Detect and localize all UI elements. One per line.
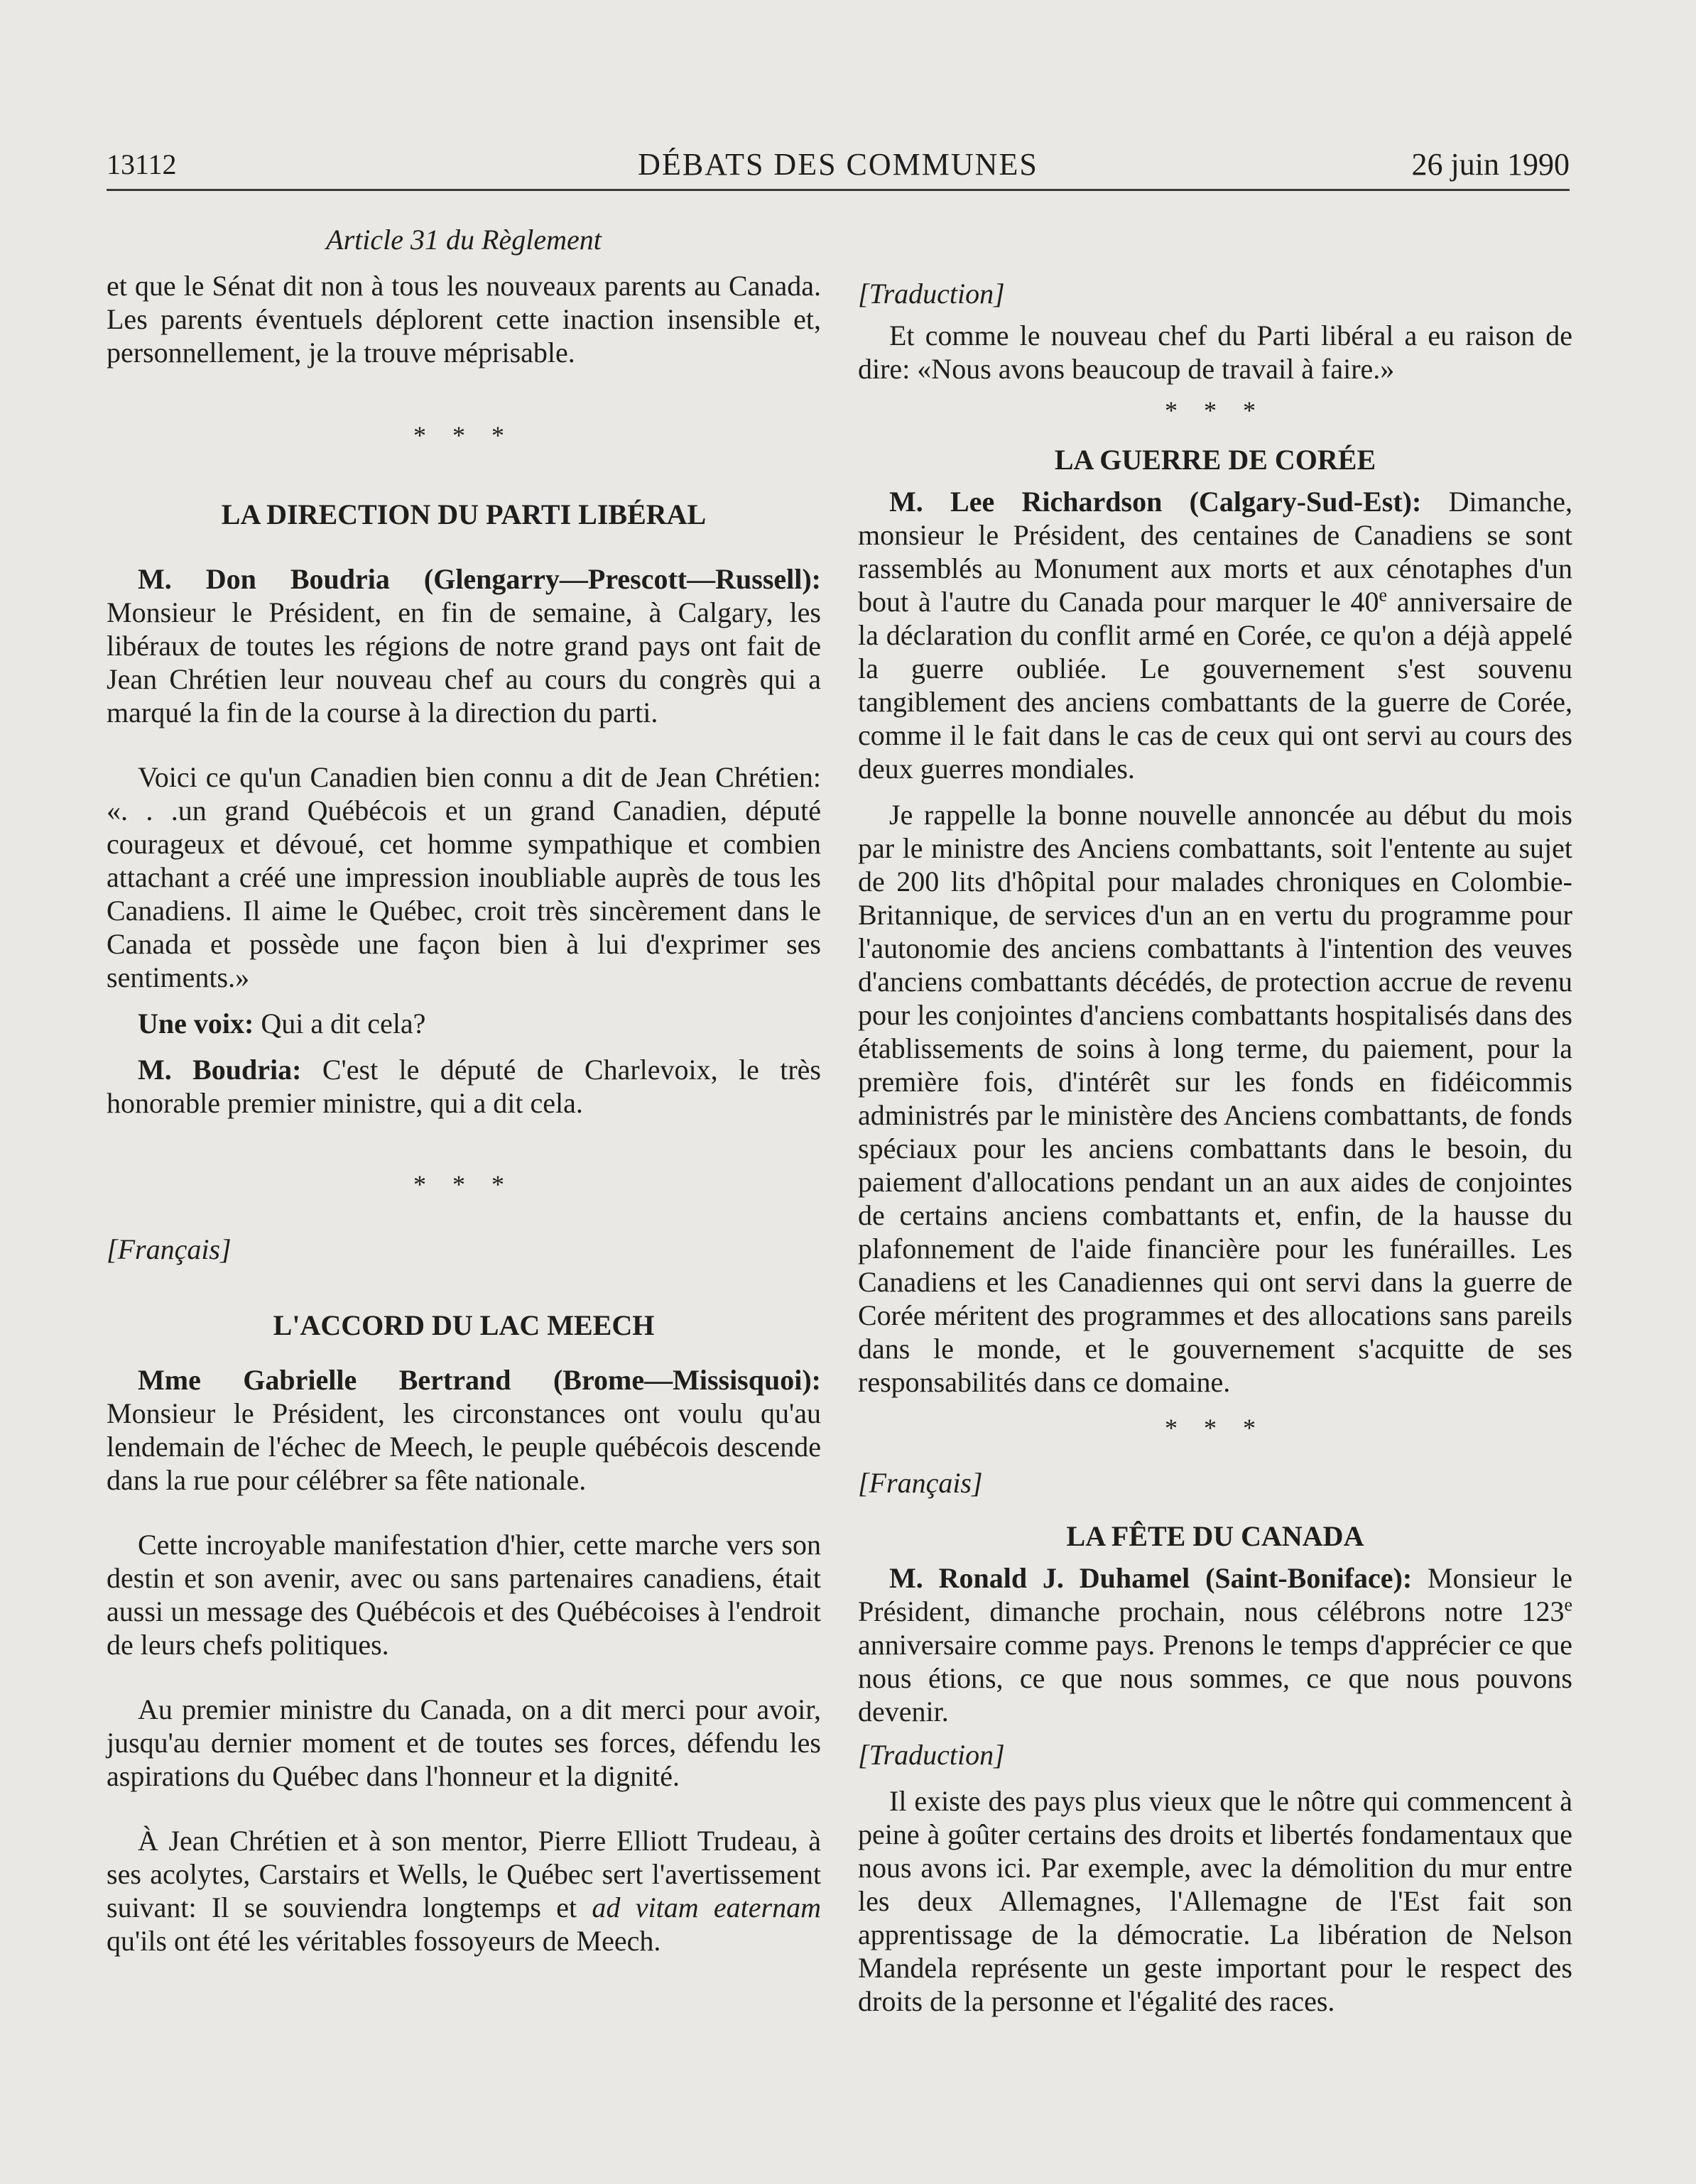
- paragraph: Au premier ministre du Canada, on a dit merci pour avoir, jusqu'au dernier moment et de toutes ses forces, défendu les aspirations du Québec dans l'honneur et la dignité.: [107, 1693, 821, 1792]
- speaker-name: M. Lee Richardson (Calgary-Sud-Est):: [889, 486, 1422, 518]
- paragraph: Et comme le nouveau chef du Parti libéral a eu raison de dire: «Nous avons beaucoup de travail à faire.»: [858, 320, 1572, 385]
- section-separator: * * *: [413, 1170, 514, 1199]
- speaker-name: Mme Gabrielle Bertrand (Brome—Missisquoi):: [138, 1364, 821, 1396]
- paragraph: Voici ce qu'un Canadien bien connu a dit de Jean Chrétien: «. . .un grand Québécois et un grand Canadien, député courageux et dévoué, cet homme sympathique et combien attachant a créé une impression inoubliable auprès de tous les Canadiens. Il aime le Québec, croit très sincèrement dans le Canada et possède une façon bien à lui d'exprimer ses sentiments.»: [107, 761, 821, 993]
- paragraph: et que le Sénat dit non à tous les nouveaux parents au Canada. Les parents éventuels déplorent cette inaction insensible et, personnellement, je la trouve méprisable.: [107, 270, 821, 368]
- section-heading: L'ACCORD DU LAC MEECH: [273, 1309, 655, 1341]
- paragraph: M. Ronald J. Duhamel (Saint-Boniface): Monsieur le Président, dimanche prochain, nous célébrons notre 123e anniversaire comme pays. Prenons le temps d'apprécier ce que nous étions, ce que nous sommes, ce que nous pouvons devenir.: [858, 1562, 1573, 1727]
- language-marker: [Français]: [858, 1467, 983, 1499]
- paragraph: Une voix: Qui a dit cela?: [138, 1008, 426, 1039]
- rubric: Article 31 du Règlement: [326, 224, 602, 256]
- paragraph: M. Boudria: C'est le député de Charlevoix, le très honorable premier ministre, qui a dit cela.: [107, 1054, 821, 1119]
- page-number: 13112: [107, 148, 177, 180]
- section-separator: * * *: [1165, 1414, 1266, 1442]
- left-column: [107, 213, 821, 1958]
- section-separator: * * *: [413, 421, 514, 449]
- paragraph: Mme Gabrielle Bertrand (Brome—Missisquoi): Monsieur le Président, les circonstances ont voulu qu'au lendemain de l'échec de Meech, le peuple québécois descende dans la rue pour célébrer sa fête nationale.: [107, 1364, 821, 1496]
- paragraph: M. Lee Richardson (Calgary-Sud-Est): Dimanche, monsieur le Président, des centaines de Canadiens se sont rassemblés au Monument aux morts et aux cénotaphes d'un bout à l'autre du Canada pour marquer le 40e anniversaire de la déclaration du conflit armé en Corée, ce qu'on a déjà appelé la guerre oubliée. Le gouvernement s'est souvenu tangiblement des anciens combattants de la guerre de Corée, comme il le fait dans le cas de ceux qui ont servi au cours des deux guerres mondiales.: [858, 486, 1573, 785]
- publication-date: 26 juin 1990: [1411, 147, 1570, 182]
- publication-title: DÉBATS DES COMMUNES: [638, 147, 1038, 182]
- section-heading: LA GUERRE DE CORÉE: [1054, 444, 1376, 476]
- paragraph: Il existe des pays plus vieux que le nôtre qui commencent à peine à goûter certains des droits et libertés fondamentaux que nous avons ici. Par exemple, avec la démolition du mur entre les deux Allemagnes, l'Allemagne de l'Est fait son apprentissage de la démocratie. La libération de Nelson Mandela représente un geste important pour le respect des droits de la personne et l'égalité des races.: [858, 1785, 1572, 2017]
- language-marker: [Français]: [107, 1233, 232, 1265]
- page-header: [107, 142, 1570, 191]
- paragraph: M. Don Boudria (Glengarry—Prescott—Russell): Monsieur le Président, en fin de semaine, à Calgary, les libéraux de toutes les régions de notre grand pays ont fait de Jean Chrétien leur nouveau chef au cours du congrès qui a marqué la fin de la course à la direction du parti.: [107, 563, 821, 728]
- speaker-name: Une voix:: [138, 1008, 254, 1039]
- speaker-name: M. Boudria:: [138, 1054, 302, 1086]
- paragraph: Je rappelle la bonne nouvelle annoncée au début du mois par le ministre des Anciens combattants, soit l'entente au sujet de 200 lits d'hôpital pour malades chroniques en Colombie-Britannique, de services d'un an en vertu du programme pour l'autonomie des anciens combattants à l'intention des veuves d'anciens combattants décédés, de protection accrue de revenu pour les conjointes d'anciens combattants hospitalisés dans des établissements de soins à long terme, du paiement, pour la première fois, d'intérêt sur les fonds en fidéicommis administrés par le ministère des Anciens combattants, de fonds spéciaux pour les anciens combattants dans le besoin, du paiement d'allocations pendant un an aux aides de conjointes de certains anciens combattants et, enfin, de la hausse du plafonnement de l'aide financière pour les funérailles. Les Canadiens et les Canadiennes qui ont servi dans la guerre de Corée méritent des programmes et des allocations sans pareils dans le monde, et le gouvernement s'acquitte de ses responsabilités dans ce domaine.: [858, 799, 1572, 1398]
- section-heading: LA DIRECTION DU PARTI LIBÉRAL: [221, 498, 707, 530]
- section-separator: * * *: [1165, 396, 1266, 425]
- paragraph: Cette incroyable manifestation d'hier, cette marche vers son destin et son avenir, avec ou sans partenaires canadiens, était aussi un message des Québécois et des Québécoises à l'endroit de leurs chefs politiques.: [107, 1529, 821, 1661]
- language-marker: [Traduction]: [858, 278, 1005, 310]
- speaker-name: M. Ronald J. Duhamel (Saint-Boniface):: [889, 1562, 1413, 1594]
- paragraph: À Jean Chrétien et à son mentor, Pierre Elliott Trudeau, à ses acolytes, Carstairs et Wells, le Québec sert l'avertissement suivant: Il se souviendra longtemps et ad vitam eaternam qu'ils ont été les véritables fossoyeurs de Meech.: [107, 1825, 821, 1957]
- right-column: [858, 213, 1572, 2018]
- speaker-name: M. Don Boudria (Glengarry—Prescott—Russell):: [138, 563, 821, 595]
- section-heading: LA FÊTE DU CANADA: [1066, 1520, 1364, 1552]
- language-marker: [Traduction]: [858, 1739, 1005, 1771]
